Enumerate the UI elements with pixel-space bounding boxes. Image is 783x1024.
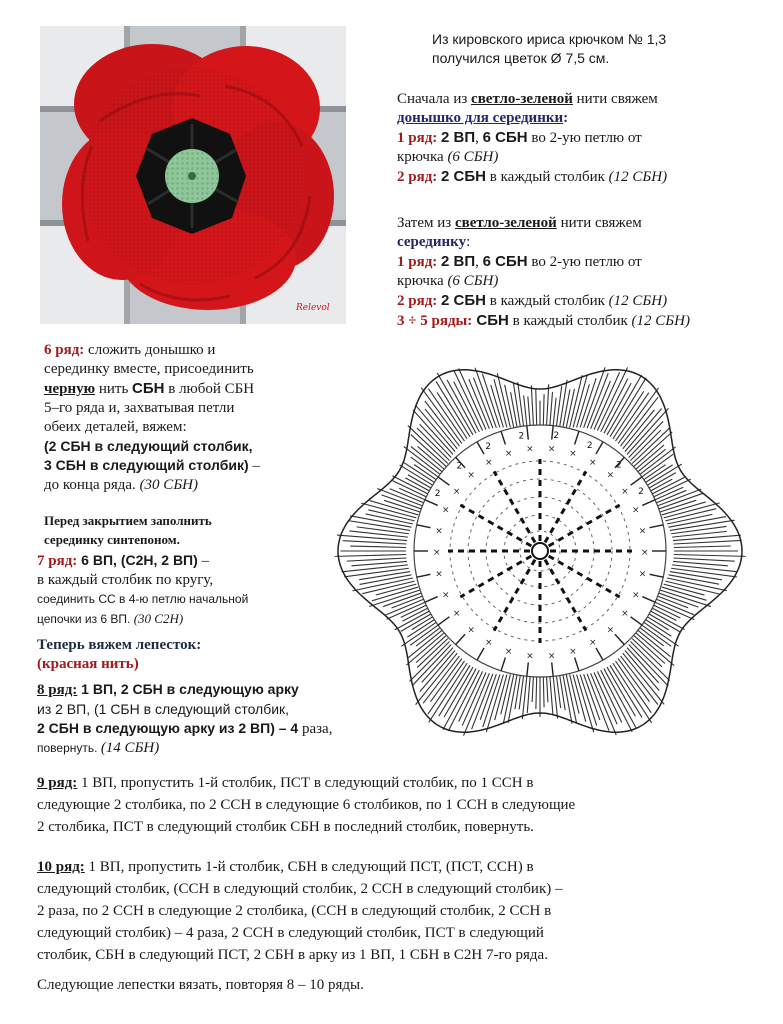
base-row1-cont: крючка xyxy=(397,149,448,165)
petal-stitch xyxy=(347,558,407,561)
row6-stitch: × xyxy=(435,526,443,537)
petal-stitch xyxy=(377,489,423,507)
row6-stitch: × xyxy=(467,625,475,636)
petal-stitch xyxy=(671,568,737,577)
row6-stitch: × xyxy=(467,470,475,481)
petal-stitch xyxy=(656,489,701,506)
petal-stitch xyxy=(546,673,548,702)
petal-stitch xyxy=(527,673,530,713)
base-title-colon: : xyxy=(563,110,569,126)
petal-stitch xyxy=(641,465,666,482)
petal-stitch xyxy=(587,373,608,428)
petal-stitch xyxy=(610,378,646,437)
poppy-center xyxy=(136,118,246,234)
petal-stitch xyxy=(563,389,570,427)
crochet-chart xyxy=(318,343,768,768)
row9-line3: 2 столбика, ПСТ в следующий столбик СБН в последний столбик, повернуть. xyxy=(37,819,534,835)
petal-stitch xyxy=(359,572,410,580)
core-row1-cont: крючка xyxy=(397,273,448,289)
petal-stitch xyxy=(613,663,652,723)
row6-stitch: × xyxy=(547,651,556,662)
core-intro-color: светло-зеленой xyxy=(454,215,557,231)
row6-stitch: × xyxy=(621,486,629,497)
row8-line3: 2 СБН в следующую арку из 2 ВП) – 4 xyxy=(37,720,299,736)
header-line-2: получился цветок Ø 7,5 см. xyxy=(432,50,610,66)
footer xyxy=(37,976,364,995)
petal-heading xyxy=(37,636,201,674)
petal-stitch xyxy=(536,673,537,709)
row6-stitch: × xyxy=(606,470,615,481)
ring-count-label: 2 xyxy=(586,441,593,452)
row8-count: (14 СБН) xyxy=(100,740,160,756)
core-title-colon: : xyxy=(466,234,471,250)
petal-stitch xyxy=(674,558,735,561)
row8-label: 8 ряд: xyxy=(37,682,78,698)
row8-line2: из 2 ВП, (1 СБН в следующий столбик, xyxy=(37,701,290,717)
petal-stitch xyxy=(559,380,567,428)
petal-stitch xyxy=(629,645,669,687)
core-row1-vp: 2 ВП xyxy=(441,253,476,270)
petal-stitch xyxy=(543,394,544,429)
row10-section xyxy=(37,856,562,966)
petal-subtitle: (красная нить) xyxy=(37,656,139,672)
row6-stitch: × xyxy=(504,646,513,657)
petal-stitch xyxy=(411,457,441,479)
row9-line2: следующие 2 столбика, по 2 ССН в следующие 6 столбиков, по 1 ССН в следующие xyxy=(37,797,576,813)
row7-line1: 6 ВП, (С2Н, 2 ВП) xyxy=(77,552,198,568)
row6-stitch: × xyxy=(504,449,513,460)
row9-line1: 1 ВП, пропустить 1-й столбик, ПСТ в следующий столбик, по 1 ССН в xyxy=(77,775,534,791)
ring-count-label: 2 xyxy=(485,441,492,452)
petal-stitch xyxy=(631,642,670,681)
ring-count-label: 2 xyxy=(518,431,525,442)
row6-stitch: × xyxy=(485,638,493,649)
ring-count-label: 2 xyxy=(638,487,644,498)
petal-stitch xyxy=(532,673,534,702)
row6-stitch: × xyxy=(632,505,640,516)
base-intro-a: Сначала из xyxy=(397,91,472,107)
row6-stitch: × xyxy=(441,505,450,516)
core-row35-label: 3 ÷ 5 ряды: xyxy=(397,313,473,329)
core-intro-c: нити свяжем xyxy=(556,215,642,231)
row7-line2: в каждый столбик по кругу, xyxy=(37,572,214,588)
petal-stitch xyxy=(335,555,406,557)
row10-line2: следующий столбик, (ССН в следующий столбик, 2 ССН в следующий столбик) – xyxy=(37,881,563,897)
row6-stitch: × xyxy=(433,548,441,558)
row8-line1: 1 ВП, 2 СБН в следующую арку xyxy=(77,681,299,697)
petal-stitch xyxy=(524,395,527,428)
petal-stitch xyxy=(410,623,440,645)
ring-count-label: 2 xyxy=(456,461,463,472)
row6-line7: 3 СБН в следующий столбик) xyxy=(44,457,249,473)
row10-line1: 1 ВП, пропустить 1-й столбик, СБН в следующий ПСТ, (ПСТ, ССН) в xyxy=(84,859,534,875)
core-title: серединку xyxy=(397,234,467,250)
petal-stitch xyxy=(513,383,520,428)
row7-label: 7 ряд: xyxy=(37,553,78,569)
row6-line6: (2 СБН в следующий столбик, xyxy=(44,438,253,454)
core-row35-text: в каждый столбик xyxy=(508,313,632,329)
row10-line5: столбик, СБН в следующий ПСТ, 2 СБН в арку из 1 ВП, 1 СБН в С2Н 7-го ряда. xyxy=(37,947,548,963)
base-title: донышко для серединки xyxy=(397,110,564,126)
ring-count-label: 2 xyxy=(553,431,560,442)
base-intro-color: светло-зеленой xyxy=(471,91,573,107)
row10-line4: следующий столбик) – 4 раза, 2 ССН в следующий столбик, ПСТ в следующий xyxy=(37,925,544,941)
row6-line7b: – xyxy=(248,458,260,474)
row10-label: 10 ряд: xyxy=(37,859,85,875)
row9-label: 9 ряд: xyxy=(37,775,78,791)
petal-stitch xyxy=(553,398,556,429)
row7-line1b: – xyxy=(197,553,210,569)
poppy-photo xyxy=(40,26,346,324)
petal-stitch xyxy=(414,464,439,481)
row6-stitch: × xyxy=(569,449,577,460)
row6-stitch: × xyxy=(589,638,597,649)
petal-stitch xyxy=(550,673,553,714)
petal-stitch xyxy=(670,572,722,580)
poppy-photo-image xyxy=(40,26,346,324)
core-row1-text: во 2-ую петлю от xyxy=(527,254,642,270)
petal-stitch xyxy=(408,426,448,464)
row6-line3d: в любой СБН xyxy=(164,381,255,397)
petal-stitch xyxy=(651,604,681,618)
petal-stitch xyxy=(429,663,467,722)
row6-label: 6 ряд: xyxy=(44,342,85,358)
row6-line5: обеих деталей, вяжем: xyxy=(44,419,187,435)
petal-stitch xyxy=(473,378,492,429)
petal-stitch xyxy=(351,561,407,565)
petal-stitch xyxy=(390,489,426,504)
row6-stitch: × xyxy=(589,457,597,468)
base-row1-label: 1 ряд: xyxy=(397,130,438,146)
row6-stitch: × xyxy=(452,486,461,497)
core-row35-sbn: СБН xyxy=(472,312,509,329)
base-section xyxy=(397,90,667,187)
petal-stitch xyxy=(566,389,574,428)
row7-section xyxy=(37,551,248,629)
petal-stitch xyxy=(402,607,431,622)
core-intro-a: Затем из xyxy=(397,215,455,231)
row10-line3: 2 раза, по 2 ССН в следующие 2 столбика, (ССН в следующий столбик, 2 ССН в xyxy=(37,903,552,919)
row6-stitch: × xyxy=(526,444,534,455)
core-row2-count: (12 СБН) xyxy=(608,293,668,309)
base-intro-c: нити свяжем xyxy=(572,91,658,107)
core-row2-text: в каждый столбик xyxy=(486,293,609,309)
row6-stitch: × xyxy=(632,590,640,601)
header xyxy=(432,30,666,68)
petal-stitch xyxy=(387,601,428,619)
row6-stitch: × xyxy=(547,444,556,455)
petal-stitch xyxy=(343,541,407,544)
base-row1-sbn: 6 СБН xyxy=(482,129,528,146)
petal-stitch xyxy=(674,540,742,544)
row6-stitch: × xyxy=(621,609,629,620)
row6-stitch: × xyxy=(638,526,647,537)
core-row1-label: 1 ряд: xyxy=(397,254,438,270)
row6-line1: сложить донышко и xyxy=(84,342,216,358)
petal-stitch xyxy=(635,445,664,470)
base-row1-vp: 2 ВП xyxy=(441,129,476,146)
petal-stitch xyxy=(410,642,450,682)
petal-stitch xyxy=(413,645,452,686)
petal-stitch xyxy=(632,428,670,464)
core-row2-sbn: 2 СБН xyxy=(441,292,487,309)
petal-stitch xyxy=(625,408,662,451)
row7-line3: соединить СС в 4-ю петлю начальной xyxy=(37,592,249,606)
ring-count-label: 2 xyxy=(615,460,622,471)
base-row2-text: в каждый столбик xyxy=(486,169,609,185)
petal-stitch xyxy=(591,381,611,429)
petal-stitch xyxy=(518,382,524,428)
core-row35-count: (12 СБН) xyxy=(631,313,690,329)
base-row2-label: 2 ряд: xyxy=(397,169,438,185)
ring-count-label: 2 xyxy=(434,489,441,499)
row6-stitch: × xyxy=(526,651,534,662)
petal-stitch xyxy=(350,546,406,547)
crochet-chart-svg xyxy=(318,343,768,768)
row8-section xyxy=(37,680,332,758)
petal-stitch xyxy=(405,478,432,493)
petal-stitch xyxy=(674,546,731,547)
row8-line4: повернуть. xyxy=(37,741,101,755)
petal-stitch xyxy=(546,384,548,429)
row6-stitch: × xyxy=(452,609,461,620)
petal-stitch xyxy=(528,396,531,428)
row6-count: (30 СБН) xyxy=(139,477,198,493)
row6-stitch: × xyxy=(569,646,577,657)
core-row1-count: (6 СБН) xyxy=(447,273,499,289)
row6-stitch: × xyxy=(606,625,615,636)
row6-stitch: × xyxy=(485,457,493,468)
row6-black: черную xyxy=(44,381,96,397)
core-row2-label: 2 ряд: xyxy=(397,293,438,309)
petal-stitch xyxy=(344,568,409,577)
base-row1-comma: , xyxy=(475,130,483,146)
core-row1-comma: , xyxy=(475,254,483,270)
row6-note xyxy=(44,511,212,549)
row6-sbn: СБН xyxy=(132,380,165,397)
row6-line4: 5–го ряда и, захватывая петли xyxy=(44,400,235,416)
header-line-1: Из кировского ириса крючком № 1,3 xyxy=(432,31,667,47)
petal-stitch xyxy=(418,446,445,469)
petal-stitch xyxy=(536,389,537,429)
row6-note2: серединку синтепоном. xyxy=(44,532,180,547)
petal-stitch xyxy=(395,609,433,630)
base-row1-count: (6 СБН) xyxy=(447,149,499,165)
row6-stitch: × xyxy=(638,569,647,580)
petal-stitch xyxy=(531,385,533,428)
base-row2-count: (12 СБН) xyxy=(608,169,668,185)
row8-line3b: раза, xyxy=(298,721,333,737)
petal-stitch xyxy=(420,650,455,691)
petal-stitch xyxy=(550,392,553,429)
row6-stitch: × xyxy=(441,590,450,601)
petal-stitch xyxy=(634,432,673,467)
petal-stitch xyxy=(437,373,473,435)
row6-line2: серединку вместе, присоединить xyxy=(44,361,254,377)
photo-signature: Relevol xyxy=(296,303,330,313)
row6-line8: до конца ряда. xyxy=(44,477,140,493)
core-section xyxy=(397,214,690,331)
petal-stitch xyxy=(543,673,544,707)
row6-stitch: × xyxy=(435,569,443,580)
base-row1-text: во 2-ую петлю от xyxy=(527,130,642,146)
petal-stitch xyxy=(637,449,666,472)
petal-stitch xyxy=(674,555,746,557)
petal-title: Теперь вяжем лепесток: xyxy=(37,637,202,653)
row6-section xyxy=(44,341,260,495)
row6-line3b: нить xyxy=(95,381,133,397)
row6-stitch: × xyxy=(641,548,649,558)
footer-text: Следующие лепестки вязать, повторяя 8 – 10 ряды. xyxy=(37,977,364,993)
row9-section xyxy=(37,772,575,838)
row6-note1: Перед закрытием заполнить xyxy=(44,513,212,528)
base-row2-sbn: 2 СБН xyxy=(441,168,487,185)
row7-count: (30 С2Н) xyxy=(133,611,184,626)
row7-line4: цепочки из 6 ВП. xyxy=(37,612,134,626)
core-row1-sbn: 6 СБН xyxy=(482,253,528,270)
petal-stitch xyxy=(673,561,728,565)
